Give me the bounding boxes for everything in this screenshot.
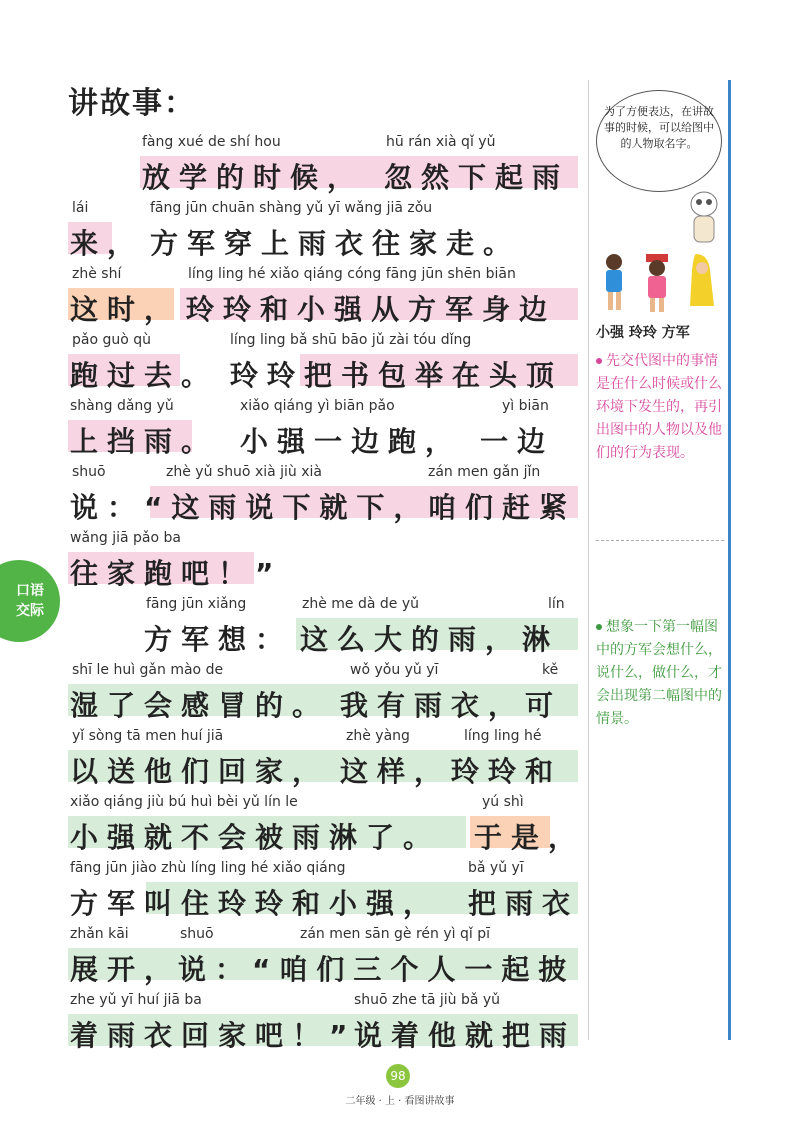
column-divider (588, 80, 589, 1040)
pinyin: fàng xué de shí hou (142, 134, 281, 150)
story-text: 湿了会感冒的。 (70, 689, 330, 722)
pinyin: shī le huì gǎn mào de (72, 662, 224, 678)
bullet-icon (596, 624, 602, 630)
pinyin: yú shì (482, 794, 524, 810)
page-number: 98 (386, 1064, 410, 1088)
owl-teacher-icon (682, 186, 726, 250)
story-text: 以送他们回家， (70, 755, 330, 788)
story-text: 忽然下起雨 (384, 161, 570, 194)
tip-note-1 (596, 350, 724, 465)
pinyin: zhe yǔ yī huí jiā ba (70, 992, 202, 1008)
margin-bar (728, 80, 731, 1040)
pinyin: shuō (72, 464, 106, 480)
tip-note-2 (596, 616, 724, 731)
story-text: 说着他就把雨 (354, 1019, 577, 1052)
story-text: 一边 (480, 425, 555, 458)
pinyin: zán men sān gè rén yì qǐ pī (300, 926, 490, 942)
story-text: 方军叫住玲玲和小强， (70, 887, 441, 920)
story-text: 咱们赶紧 (428, 491, 577, 524)
story-text: 放学的时候， (142, 161, 365, 194)
pinyin: pǎo guò qù (72, 332, 152, 348)
pinyin: fāng jūn chuān shàng yǔ yī wǎng jiā zǒu (150, 200, 433, 216)
story-text: 把雨衣 (468, 887, 580, 920)
story-text: 说：“这雨说下就下， (70, 491, 431, 524)
pinyin: zán men gǎn jǐn (428, 464, 541, 480)
tip-text: 先交代图中的事情是在什么时候或什么环境下发生的，再引出图中的人物以及他们的行为表现。 (596, 353, 722, 461)
pinyin: zhè shí (72, 266, 122, 282)
pinyin: xiǎo qiáng yì biān pǎo (240, 398, 395, 414)
story-text: 展开， (70, 953, 182, 986)
pinyin: lái (72, 200, 89, 216)
tab-label-2: 交际 (16, 603, 44, 619)
story-text: 方军穿上雨衣往家走。 (150, 227, 521, 260)
tab-label-1: 口语 (16, 583, 44, 599)
story-text: 上挡雨。 (70, 425, 219, 458)
story-text: 说：“咱们三个人一起披 (178, 953, 576, 986)
story-text: 小强就不会被雨淋了。 (70, 821, 441, 854)
pinyin: zhè yǔ shuō xià jiù xià (166, 464, 323, 480)
story-text: 这么大的雨，淋 (300, 623, 560, 656)
pinyin: kě (542, 662, 559, 678)
pinyin: fāng jūn jiào zhù líng ling hé xiǎo qiáng (70, 860, 346, 876)
pinyin: lín (548, 596, 565, 612)
pinyin: shuō (180, 926, 214, 942)
pinyin: fāng jūn xiǎng (146, 596, 247, 612)
pinyin: líng ling hé (464, 728, 542, 744)
story-text: 方军想： (144, 623, 293, 656)
pinyin: zhè me dà de yǔ (302, 596, 420, 612)
pinyin: xiǎo qiáng jiù bú huì bèi yǔ lín le (70, 794, 298, 810)
page-title: 讲故事： (68, 86, 196, 121)
story-text: 小强一边跑， (240, 425, 463, 458)
pinyin: zhǎn kāi (70, 926, 129, 942)
pinyin: líng ling hé xiǎo qiáng cóng fāng jūn shēn biān (188, 266, 516, 282)
pinyin: bǎ yǔ yī (468, 860, 524, 876)
story-text: 这时， (70, 293, 182, 326)
story-text: 往家跑吧！” (70, 557, 283, 590)
story-text: 玲玲和小强从方军身边 (186, 293, 557, 326)
pinyin: hū rán xià qǐ yǔ (386, 134, 496, 150)
pinyin: zhè yàng (346, 728, 410, 744)
speech-bubble-text: 为了方便表达，在讲故事的时候，可以给图中的人物取名字。 (604, 105, 714, 150)
pinyin: wǎng jiā pǎo ba (70, 530, 181, 546)
story-text: 这样，玲玲和 (340, 755, 563, 788)
pinyin: shuō zhe tā jiù bǎ yǔ (354, 992, 501, 1008)
page-footer: 二年级 · 上 · 看图讲故事 (345, 1096, 455, 1107)
story-text: 我有雨衣，可 (340, 689, 563, 722)
story-text: 跑过去。 (70, 359, 219, 392)
tip-text: 想象一下第一幅图中的方军会想什么，说什么，做什么，才会出现第二幅图中的情景。 (596, 619, 722, 727)
story-text: 着雨衣回家吧！” (70, 1019, 357, 1052)
pinyin: yǐ sòng tā men huí jiā (72, 728, 224, 744)
story-text: 玲玲把书包举在头顶 (230, 359, 564, 392)
oral-communication-tab (0, 560, 60, 642)
note-separator (596, 540, 724, 541)
bullet-icon (596, 358, 602, 364)
pinyin: líng ling bǎ shū bāo jǔ zài tóu dǐng (230, 332, 472, 348)
pinyin: shàng dǎng yǔ (70, 398, 174, 414)
story-text: 来， (70, 227, 145, 260)
children-illustration-icon (596, 250, 724, 316)
pinyin: yì biān (502, 398, 549, 414)
story-text: 于是， (474, 821, 586, 854)
character-names: 小强 玲玲 方军 (596, 325, 690, 341)
pinyin: wǒ yǒu yǔ yī (350, 662, 439, 678)
